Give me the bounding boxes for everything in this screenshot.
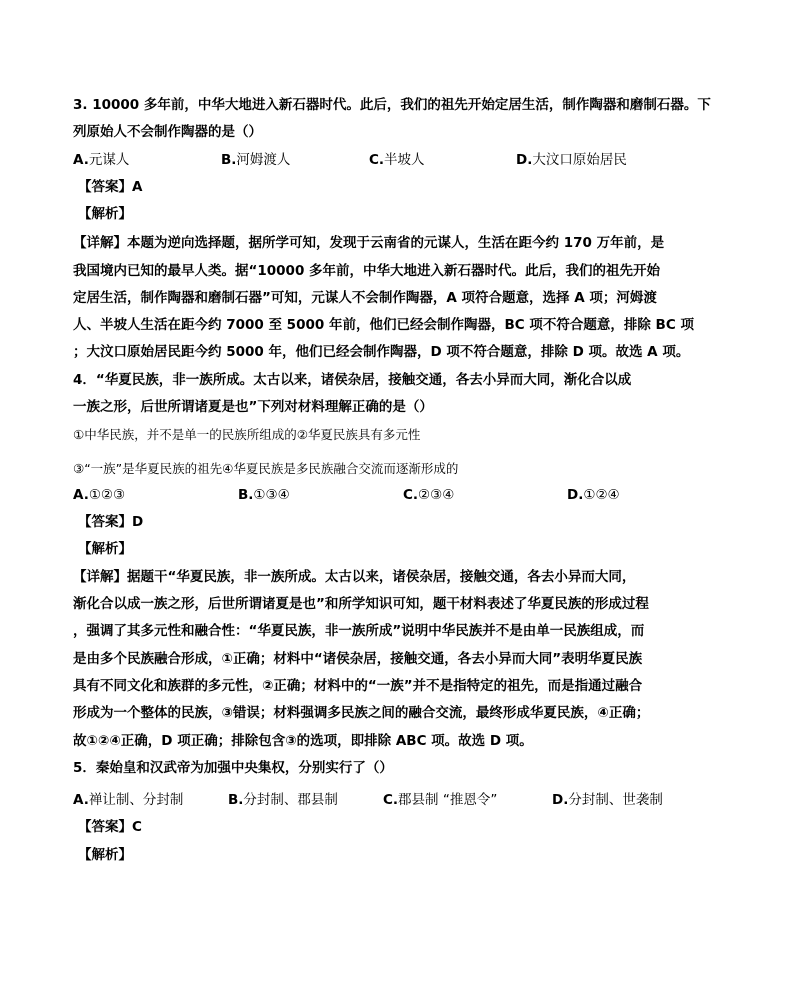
q4-option-b: B.①③④ (238, 487, 290, 503)
q5-option-a: A.禅让制、分封制 (73, 792, 184, 808)
q4-option-a: A.①②③ (73, 487, 126, 503)
q4-detail-line-3: ，强调了其多元性和融合性：“华夏民族，非一族所成”说明中华民族并不是由单一民族组成，而 (73, 623, 645, 639)
q4-stem-line-2: 一族之形，后世所谓诸夏是也”下列对材料理解正确的是（） (73, 399, 433, 415)
q4-stem-line-1: 4．“华夏民族，非一族所成。太古以来，诸侯杂居，接触交通，各去小异而大同，渐化合以成 (73, 372, 632, 388)
q3-detail-line-1: 【详解】本题为逆向选择题，据所学可知，发现于云南省的元谋人，生活在距今约 170 万年前，是 (73, 235, 665, 251)
q3-detail-line-3: 定居生活，制作陶器和磨制石器”可知，元谋人不会制作陶器，A 项符合题意，选择 A 项；河姆渡 (73, 290, 657, 306)
q5-option-b: B.分封制、郡县制 (228, 792, 338, 808)
q3-detail-line-4: 人、半坡人生活在距今约 7000 至 5000 年前，他们已经会制作陶器，BC 项不符合题意，排除 BC 项 (73, 317, 694, 333)
q3-option-b: B.河姆渡人 (221, 152, 291, 168)
q5-option-c: C.郡县制 “推恩令” (383, 792, 498, 808)
q4-detail-line-1: 【详解】据题干“华夏民族，非一族所成。太古以来，诸侯杂居，接触交通，各去小异而大同， (73, 569, 636, 585)
q3-option-c: C.半坡人 (369, 152, 425, 168)
q4-detail-line-2: 渐化合以成一族之形，后世所谓诸夏是也”和所学知识可知，题干材料表述了华夏民族的形成过程 (73, 596, 649, 612)
q4-statement-line-2: ③“一族”是华夏民族的祖先④华夏民族是多民族融合交流而逐渐形成的 (73, 461, 459, 476)
q4-answer: 【答案】D (78, 514, 144, 530)
q4-detail-line-5: 具有不同文化和族群的多元性，②正确；材料中的“一族”并不是指特定的祖先，而是指通过融合 (73, 678, 643, 694)
q4-option-c: C.②③④ (403, 487, 455, 503)
q4-analysis-heading: 【解析】 (78, 541, 132, 557)
q3-answer: 【答案】A (78, 179, 143, 195)
q5-option-d: D.分封制、世袭制 (552, 792, 663, 808)
q5-stem-line-1: 5．秦始皇和汉武帝为加强中央集权，分别实行了（） (73, 760, 393, 776)
q3-stem-line-2: 列原始人不会制作陶器的是（） (73, 124, 262, 140)
q5-answer: 【答案】C (78, 819, 142, 835)
q5-analysis-heading: 【解析】 (78, 847, 132, 863)
q3-detail-line-2: 我国境内已知的最早人类。据“10000 多年前，中华大地进入新石器时代。此后，我们的祖先开始 (73, 263, 661, 279)
q4-statement-line-1: ①中华民族，并不是单一的民族所组成的②华夏民族具有多元性 (73, 427, 421, 442)
q4-detail-line-7: 故①②④正确，D 项正确；排除包含③的选项，即排除 ABC 项。故选 D 项。 (73, 733, 533, 749)
q3-stem-line-1: 3. 10000 多年前，中华大地进入新石器时代。此后，我们的祖先开始定居生活，制作陶器和磨制石器。下 (73, 97, 711, 113)
q3-analysis-heading: 【解析】 (78, 206, 132, 222)
q3-option-d: D.大汶口原始居民 (516, 152, 627, 168)
q3-detail-line-5: ；大汶口原始居民距今约 5000 年，他们已经会制作陶器，D 项不符合题意，排除 D 项。故选 A 项。 (73, 344, 690, 360)
q4-detail-line-6: 形成为一个整体的民族，③错误；材料强调多民族之间的融合交流，最终形成华夏民族，④正确； (73, 705, 650, 721)
q4-option-d: D.①②④ (567, 487, 620, 503)
q3-option-a: A.元谋人 (73, 152, 130, 168)
q4-detail-line-4: 是由多个民族融合形成，①正确；材料中“诸侯杂居，接触交通，各去小异而大同”表明华夏民族 (73, 651, 643, 667)
